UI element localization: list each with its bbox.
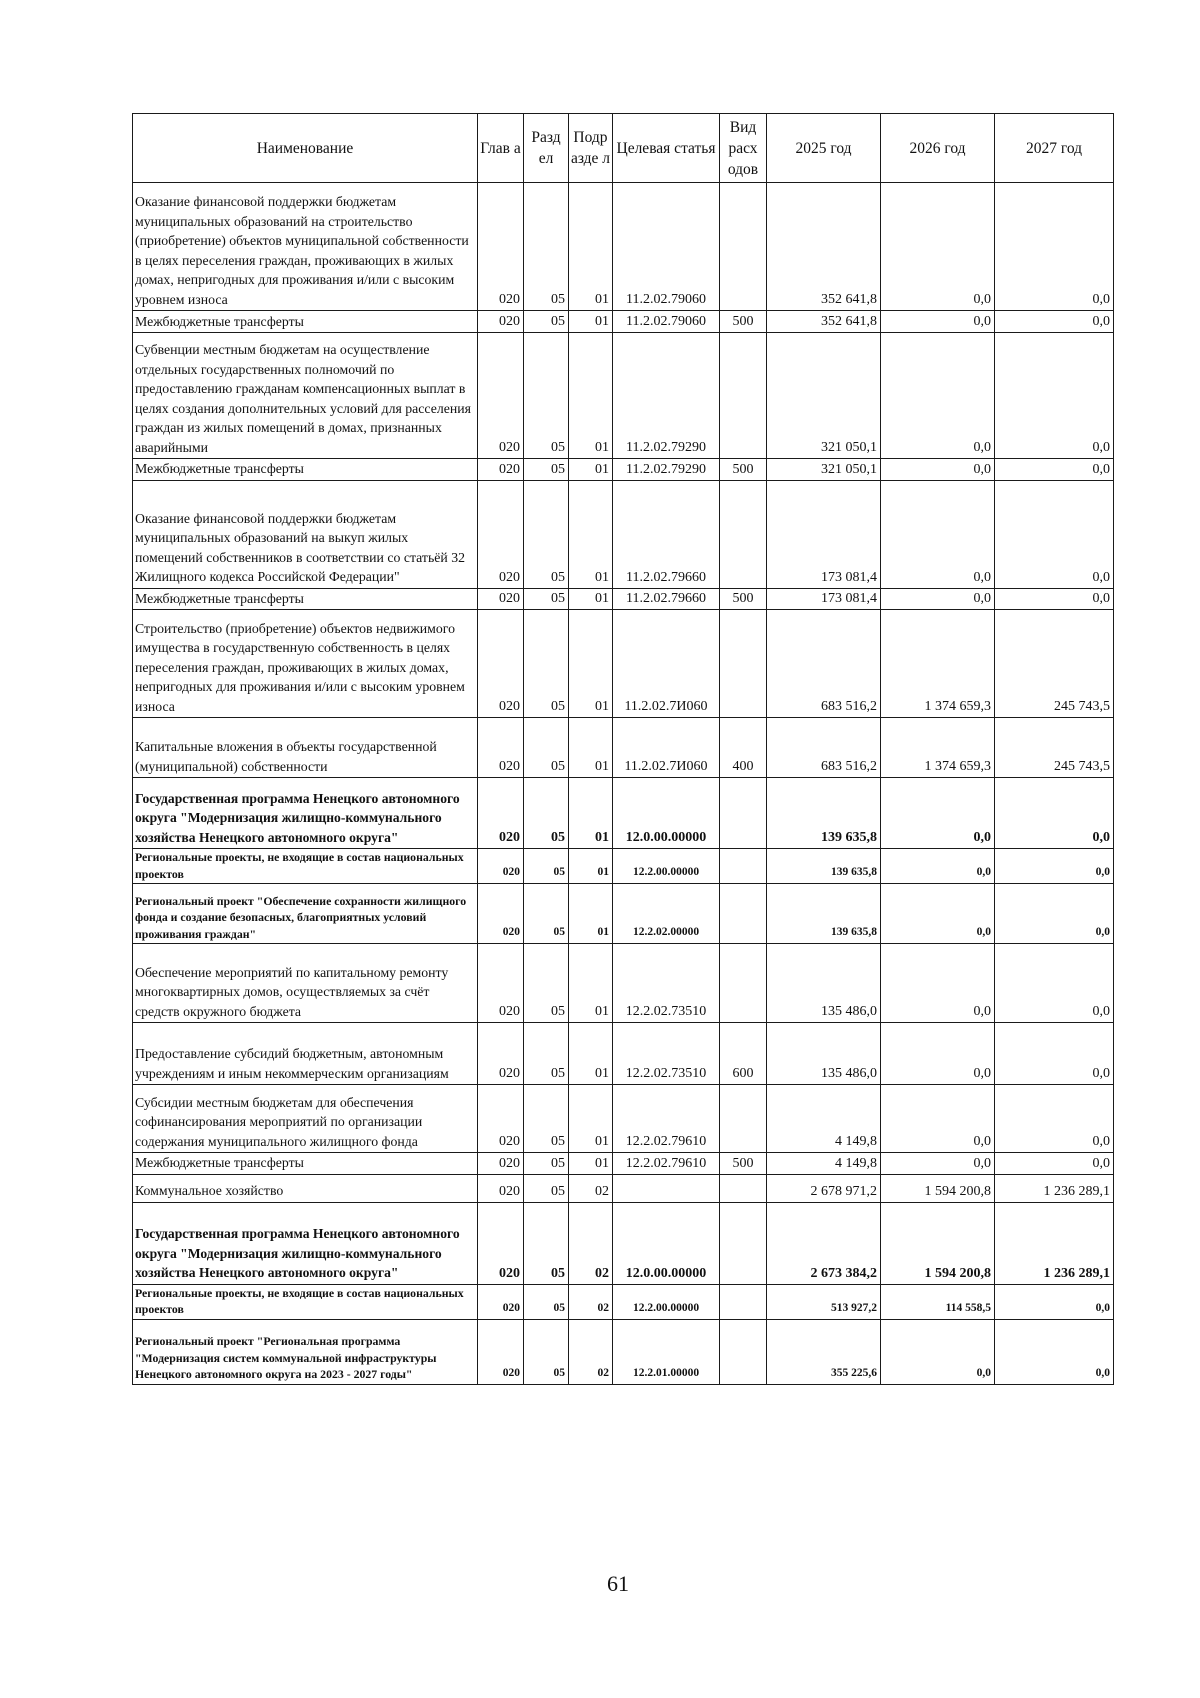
header-2027: 2027 год <box>995 114 1114 183</box>
cell-article: 12.2.02.00000 <box>613 884 720 944</box>
cell-y2026: 0,0 <box>881 778 995 849</box>
cell-section: 05 <box>524 459 569 481</box>
cell-chapter: 020 <box>478 1153 524 1175</box>
cell-y2025: 321 050,1 <box>767 333 881 459</box>
cell-section: 05 <box>524 884 569 944</box>
cell-y2027: 1 236 289,1 <box>995 1202 1114 1284</box>
cell-article: 12.0.00.00000 <box>613 778 720 849</box>
cell-chapter: 020 <box>478 610 524 718</box>
table-row <box>133 1284 1114 1319</box>
cell-article: 11.2.02.7И060 <box>613 610 720 718</box>
table-row <box>133 459 1114 481</box>
cell-name: Субсидии местным бюджетам для обеспечения софинансирования мероприятий по организации содержания муниципального жилищного фонда <box>133 1085 478 1153</box>
cell-chapter: 020 <box>478 944 524 1023</box>
cell-name: Региональный проект "Обеспечение сохранности жилищного фонда и создание безопасных, благоприятных условий проживания граждан" <box>133 884 478 944</box>
cell-y2026: 0,0 <box>881 1023 995 1085</box>
cell-article: 12.2.02.79610 <box>613 1085 720 1153</box>
cell-section: 05 <box>524 718 569 778</box>
cell-y2026: 0,0 <box>881 311 995 333</box>
page-number: 61 <box>607 1571 629 1596</box>
cell-y2025: 173 081,4 <box>767 480 881 588</box>
cell-name: Региональные проекты, не входящие в состав национальных проектов <box>133 849 478 884</box>
cell-type <box>720 1319 767 1384</box>
cell-y2025: 2 678 971,2 <box>767 1174 881 1202</box>
cell-article: 11.2.02.79060 <box>613 183 720 311</box>
cell-y2027: 0,0 <box>995 884 1114 944</box>
header-2026: 2026 год <box>881 114 995 183</box>
table-row <box>133 333 1114 459</box>
cell-type <box>720 849 767 884</box>
cell-type <box>720 1174 767 1202</box>
cell-subsection: 02 <box>569 1319 613 1384</box>
cell-y2027: 0,0 <box>995 944 1114 1023</box>
cell-y2027: 245 743,5 <box>995 610 1114 718</box>
cell-article: 11.2.02.79660 <box>613 480 720 588</box>
cell-subsection: 01 <box>569 183 613 311</box>
cell-type: 600 <box>720 1023 767 1085</box>
cell-y2026: 0,0 <box>881 480 995 588</box>
cell-subsection: 01 <box>569 718 613 778</box>
cell-y2026: 1 374 659,3 <box>881 610 995 718</box>
table-row <box>133 480 1114 588</box>
table-row <box>133 1202 1114 1284</box>
cell-chapter: 020 <box>478 1174 524 1202</box>
cell-name: Межбюджетные трансферты <box>133 311 478 333</box>
cell-type <box>720 1085 767 1153</box>
header-section: Разд ел <box>524 114 569 183</box>
cell-name: Межбюджетные трансферты <box>133 459 478 481</box>
cell-y2027: 0,0 <box>995 183 1114 311</box>
cell-y2025: 135 486,0 <box>767 1023 881 1085</box>
cell-y2025: 139 635,8 <box>767 778 881 849</box>
cell-section: 05 <box>524 849 569 884</box>
cell-y2027: 0,0 <box>995 778 1114 849</box>
table-row <box>133 588 1114 610</box>
cell-y2026: 114 558,5 <box>881 1284 995 1319</box>
cell-name: Коммунальное хозяйство <box>133 1174 478 1202</box>
table-row <box>133 718 1114 778</box>
cell-y2026: 1 594 200,8 <box>881 1174 995 1202</box>
cell-y2025: 513 927,2 <box>767 1284 881 1319</box>
cell-section: 05 <box>524 588 569 610</box>
table-row <box>133 183 1114 311</box>
cell-y2027: 245 743,5 <box>995 718 1114 778</box>
cell-name: Строительство (приобретение) объектов недвижимого имущества в государственную собственность в целях переселения граждан, проживающих в жилых домах, непригодных для проживания и/или с высоким уровнем износа <box>133 610 478 718</box>
cell-type: 500 <box>720 311 767 333</box>
cell-y2026: 0,0 <box>881 183 995 311</box>
cell-section: 05 <box>524 1284 569 1319</box>
cell-article: 11.2.02.79290 <box>613 459 720 481</box>
cell-y2026: 0,0 <box>881 1153 995 1175</box>
cell-type <box>720 183 767 311</box>
cell-subsection: 01 <box>569 480 613 588</box>
table-row <box>133 778 1114 849</box>
cell-name: Капитальные вложения в объекты государственной (муниципальной) собственности <box>133 718 478 778</box>
cell-name: Обеспечение мероприятий по капитальному ремонту многоквартирных домов, осуществляемых за счёт средств окружного бюджета <box>133 944 478 1023</box>
cell-chapter: 020 <box>478 311 524 333</box>
cell-name: Межбюджетные трансферты <box>133 1153 478 1175</box>
cell-article: 12.2.02.73510 <box>613 1023 720 1085</box>
cell-subsection: 01 <box>569 1153 613 1175</box>
cell-chapter: 020 <box>478 480 524 588</box>
cell-section: 05 <box>524 1202 569 1284</box>
cell-section: 05 <box>524 610 569 718</box>
cell-chapter: 020 <box>478 1085 524 1153</box>
cell-type <box>720 1284 767 1319</box>
cell-y2026: 0,0 <box>881 1319 995 1384</box>
cell-subsection: 01 <box>569 778 613 849</box>
table-row <box>133 1319 1114 1384</box>
cell-y2026: 0,0 <box>881 588 995 610</box>
table-row <box>133 1023 1114 1085</box>
cell-name: Государственная программа Ненецкого автономного округа "Модернизация жилищно-коммунального хозяйства Ненецкого автономного округа" <box>133 778 478 849</box>
cell-y2027: 0,0 <box>995 333 1114 459</box>
cell-type <box>720 333 767 459</box>
cell-article: 11.2.02.79660 <box>613 588 720 610</box>
cell-name: Государственная программа Ненецкого автономного округа "Модернизация жилищно-коммунального хозяйства Ненецкого автономного округа" <box>133 1202 478 1284</box>
cell-y2025: 139 635,8 <box>767 884 881 944</box>
cell-subsection: 02 <box>569 1284 613 1319</box>
cell-chapter: 020 <box>478 884 524 944</box>
cell-y2025: 683 516,2 <box>767 610 881 718</box>
cell-subsection: 01 <box>569 588 613 610</box>
header-chapter: Глав а <box>478 114 524 183</box>
cell-name: Субвенции местным бюджетам на осуществление отдельных государственных полномочий по предоставлению гражданам компенсационных выплат в целях создания дополнительных условий для расселения граждан из жилых помещений в домах, признанных аварийными <box>133 333 478 459</box>
cell-section: 05 <box>524 1319 569 1384</box>
cell-article: 11.2.02.7И060 <box>613 718 720 778</box>
cell-subsection: 01 <box>569 610 613 718</box>
cell-article: 11.2.02.79290 <box>613 333 720 459</box>
cell-chapter: 020 <box>478 1319 524 1384</box>
cell-y2027: 1 236 289,1 <box>995 1174 1114 1202</box>
cell-subsection: 02 <box>569 1174 613 1202</box>
cell-subsection: 02 <box>569 1202 613 1284</box>
header-subsection: Подр азде л <box>569 114 613 183</box>
cell-article: 12.2.02.79610 <box>613 1153 720 1175</box>
cell-subsection: 01 <box>569 849 613 884</box>
cell-y2026: 1 374 659,3 <box>881 718 995 778</box>
cell-chapter: 020 <box>478 718 524 778</box>
cell-section: 05 <box>524 778 569 849</box>
table-row <box>133 884 1114 944</box>
cell-chapter: 020 <box>478 1202 524 1284</box>
cell-y2025: 173 081,4 <box>767 588 881 610</box>
cell-article: 12.2.02.73510 <box>613 944 720 1023</box>
table-row <box>133 944 1114 1023</box>
cell-article: 11.2.02.79060 <box>613 311 720 333</box>
cell-y2026: 1 594 200,8 <box>881 1202 995 1284</box>
cell-type: 400 <box>720 718 767 778</box>
cell-y2025: 4 149,8 <box>767 1153 881 1175</box>
cell-y2025: 4 149,8 <box>767 1085 881 1153</box>
cell-section: 05 <box>524 311 569 333</box>
cell-section: 05 <box>524 1174 569 1202</box>
budget-table <box>132 113 1114 1385</box>
cell-y2027: 0,0 <box>995 849 1114 884</box>
cell-section: 05 <box>524 944 569 1023</box>
cell-type <box>720 884 767 944</box>
cell-chapter: 020 <box>478 1284 524 1319</box>
cell-name: Предоставление субсидий бюджетным, автономным учреждениям и иным некоммерческим организациям <box>133 1023 478 1085</box>
table-row <box>133 849 1114 884</box>
cell-section: 05 <box>524 480 569 588</box>
cell-chapter: 020 <box>478 849 524 884</box>
cell-y2025: 352 641,8 <box>767 183 881 311</box>
cell-name: Оказание финансовой поддержки бюджетам муниципальных образований на выкуп жилых помещений собственников в соответствии со статьёй 32 Жилищного кодекса Российской Федерации" <box>133 480 478 588</box>
cell-chapter: 020 <box>478 459 524 481</box>
cell-y2026: 0,0 <box>881 459 995 481</box>
header-2025: 2025 год <box>767 114 881 183</box>
cell-section: 05 <box>524 333 569 459</box>
cell-y2025: 683 516,2 <box>767 718 881 778</box>
cell-y2027: 0,0 <box>995 588 1114 610</box>
cell-name: Региональный проект "Региональная программа "Модернизация систем коммунальной инфраструктуры Ненецкого автономного округа на 2023 - 2027 годы" <box>133 1319 478 1384</box>
cell-y2025: 321 050,1 <box>767 459 881 481</box>
cell-article: 12.0.00.00000 <box>613 1202 720 1284</box>
cell-name: Региональные проекты, не входящие в состав национальных проектов <box>133 1284 478 1319</box>
cell-article: 12.2.01.00000 <box>613 1319 720 1384</box>
cell-y2027: 0,0 <box>995 459 1114 481</box>
cell-y2025: 2 673 384,2 <box>767 1202 881 1284</box>
cell-subsection: 01 <box>569 1023 613 1085</box>
cell-subsection: 01 <box>569 944 613 1023</box>
cell-type <box>720 778 767 849</box>
cell-y2026: 0,0 <box>881 944 995 1023</box>
cell-y2027: 0,0 <box>995 311 1114 333</box>
cell-type <box>720 1202 767 1284</box>
cell-y2027: 0,0 <box>995 1023 1114 1085</box>
cell-chapter: 020 <box>478 778 524 849</box>
cell-y2026: 0,0 <box>881 333 995 459</box>
cell-chapter: 020 <box>478 588 524 610</box>
cell-type: 500 <box>720 459 767 481</box>
cell-section: 05 <box>524 1085 569 1153</box>
cell-y2025: 355 225,6 <box>767 1319 881 1384</box>
cell-y2027: 0,0 <box>995 1319 1114 1384</box>
header-article: Целевая статья <box>613 114 720 183</box>
cell-article: 12.2.00.00000 <box>613 1284 720 1319</box>
cell-y2026: 0,0 <box>881 884 995 944</box>
header-row <box>133 114 1114 183</box>
cell-type: 500 <box>720 1153 767 1175</box>
cell-type <box>720 480 767 588</box>
header-name: Наименование <box>133 114 478 183</box>
cell-y2025: 352 641,8 <box>767 311 881 333</box>
table-row <box>133 1153 1114 1175</box>
cell-name: Межбюджетные трансферты <box>133 588 478 610</box>
cell-y2026: 0,0 <box>881 849 995 884</box>
cell-y2027: 0,0 <box>995 480 1114 588</box>
cell-y2025: 139 635,8 <box>767 849 881 884</box>
cell-type <box>720 610 767 718</box>
cell-y2027: 0,0 <box>995 1153 1114 1175</box>
header-expense-type: Вид расх одов <box>720 114 767 183</box>
table-body <box>133 183 1114 1385</box>
table-row <box>133 311 1114 333</box>
cell-subsection: 01 <box>569 311 613 333</box>
cell-section: 05 <box>524 1153 569 1175</box>
cell-article: 12.2.00.00000 <box>613 849 720 884</box>
cell-chapter: 020 <box>478 333 524 459</box>
cell-name: Оказание финансовой поддержки бюджетам муниципальных образований на строительство (приобретение) объектов муниципальной собственности в целях переселения граждан, проживающих в жилых домах, непригодных для проживания и/или с высоким уровнем износа <box>133 183 478 311</box>
cell-chapter: 020 <box>478 183 524 311</box>
cell-y2027: 0,0 <box>995 1284 1114 1319</box>
cell-y2026: 0,0 <box>881 1085 995 1153</box>
cell-section: 05 <box>524 1023 569 1085</box>
cell-subsection: 01 <box>569 333 613 459</box>
table-row <box>133 1174 1114 1202</box>
cell-subsection: 01 <box>569 884 613 944</box>
cell-article <box>613 1174 720 1202</box>
cell-subsection: 01 <box>569 1085 613 1153</box>
cell-type <box>720 944 767 1023</box>
cell-subsection: 01 <box>569 459 613 481</box>
cell-y2025: 135 486,0 <box>767 944 881 1023</box>
cell-section: 05 <box>524 183 569 311</box>
table-row <box>133 1085 1114 1153</box>
cell-type: 500 <box>720 588 767 610</box>
table-row <box>133 610 1114 718</box>
cell-chapter: 020 <box>478 1023 524 1085</box>
cell-y2027: 0,0 <box>995 1085 1114 1153</box>
